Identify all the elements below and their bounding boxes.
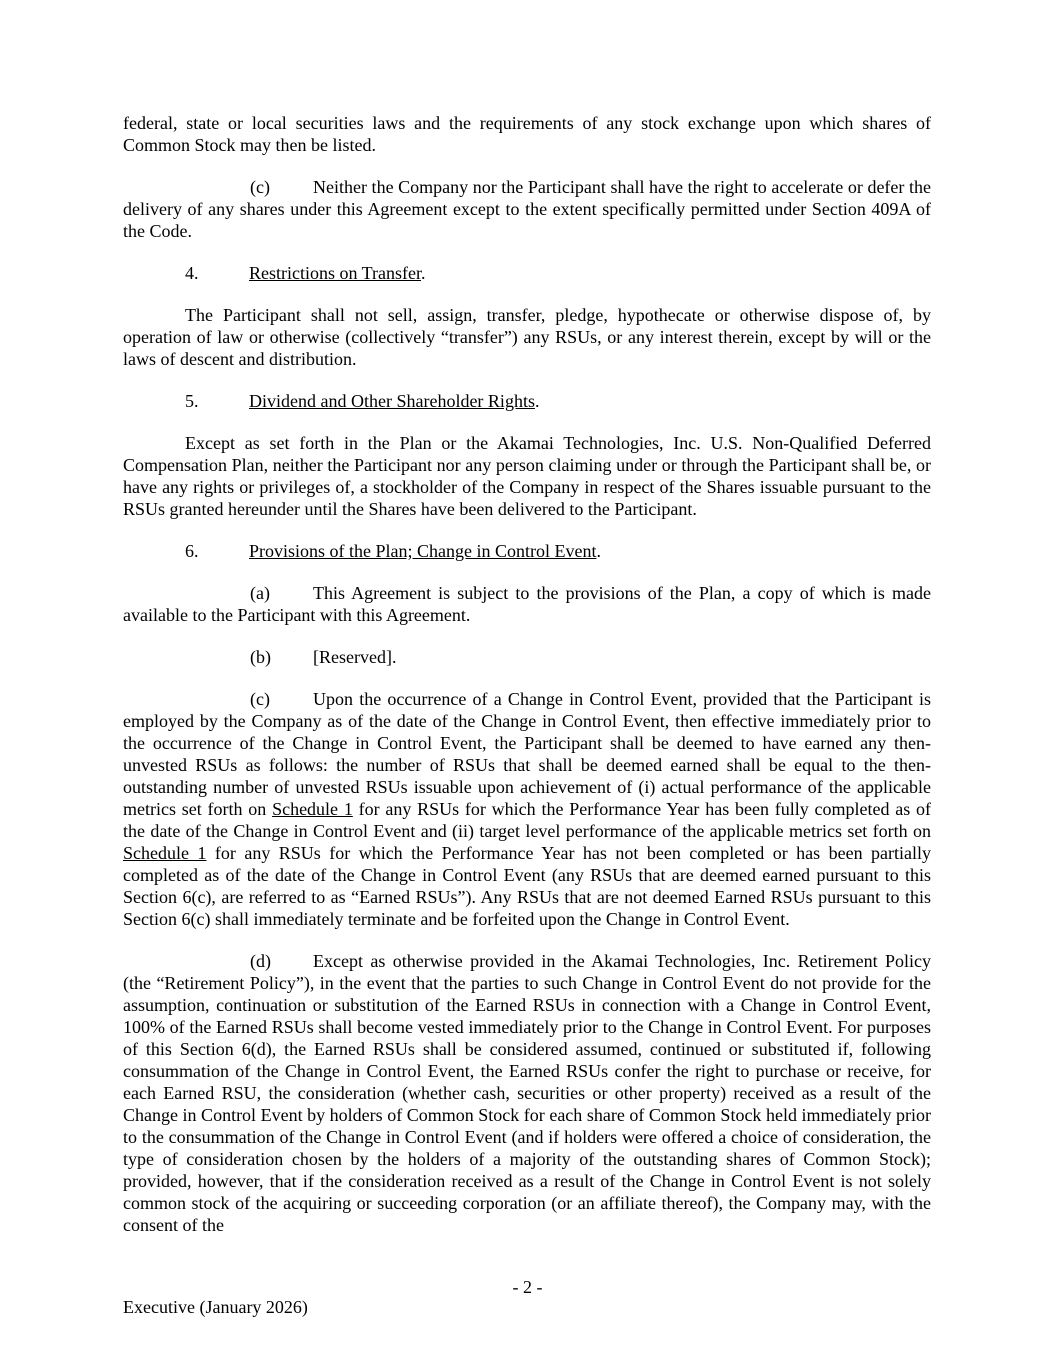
- clause-6d-paragraph: [123, 950, 931, 1236]
- clause-label: (a): [250, 583, 270, 603]
- clause-text-part: Upon the occurrence of a Change in Control Event, provided that the Participant is employed by the Company as of the date of the Change in Control Event, then effective immediately prior to the occurrence of the Change in Control Event, the Participant shall be deemed to have earned any then-unvested RSUs as follows: the number of RSUs that shall be deemed earned shall be equal to the then-outstanding number of unvested RSUs issuable upon achievement of (i) actual performance of the applicable metrics set forth on: [123, 689, 931, 819]
- section-5-heading: [123, 390, 931, 412]
- clause-text: Except as otherwise provided in the Akamai Technologies, Inc. Retirement Policy (the “Retirement Policy”), in the event that the parties to such Change in Control Event do not provide for the assumption, continuation or substitution of the Earned RSUs in connection with a Change in Control Event, 100% of the Earned RSUs shall become vested immediately prior to the Change in Control Event. For purposes of this Section 6(d), the Earned RSUs shall be considered assumed, continued or substituted if, following consummation of the Change in Control Event, the Earned RSUs confer the right to purchase or receive, for each Earned RSU, the consideration (whether cash, securities or other property) received as a result of the Change in Control Event by holders of Common Stock for each share of Common Stock held immediately prior to the consummation of the Change in Control Event (and if holders were offered a choice of consideration, the type of consideration chosen by the holders of a majority of the outstanding shares of Common Stock); provided, however, that if the consideration received as a result of the Change in Control Event is not solely common stock of the acquiring or succeeding corporation (or an affiliate thereof), the Company may, with the consent of the: [123, 951, 931, 1235]
- section-5-body-paragraph: Except as set forth in the Plan or the Akamai Technologies, Inc. U.S. Non-Qualified Deferred Compensation Plan, neither the Participant nor any person claiming under or through the Participant shall be, or have any rights or privileges of, a stockholder of the Company in respect of the Shares issuable pursuant to the RSUs granted hereunder until the Shares have been delivered to the Participant.: [123, 433, 931, 519]
- clause-label: (c): [250, 177, 270, 197]
- clause-text: Neither the Company nor the Participant shall have the right to accelerate or defer the delivery of any shares under this Agreement except to the extent specifically permitted under Section 409A of the Code.: [123, 177, 931, 241]
- clause-text-part: for any RSUs for which the Performance Year has not been completed or has been partially completed as of the date of the Change in Control Event (any RSUs that are deemed earned pursuant to this Section 6(c), are referred to as “Earned RSUs”). Any RSUs that are not deemed Earned RSUs pursuant to this Section 6(c) shall immediately terminate and be forfeited upon the Change in Control Event.: [123, 843, 931, 929]
- section-title: Dividend and Other Shareholder Rights: [249, 391, 535, 411]
- schedule-1-reference: Schedule 1: [123, 843, 207, 863]
- clause-c-409a-paragraph: [123, 176, 931, 242]
- footer-document-note: Executive (January 2026): [123, 1297, 308, 1317]
- document-body: [123, 112, 931, 1256]
- clause-label: (d): [250, 951, 271, 971]
- section-title-period: .: [596, 541, 601, 561]
- clause-label: (b): [250, 647, 271, 667]
- section-title: Provisions of the Plan; Change in Control Event: [249, 541, 597, 561]
- section-number: 4.: [185, 263, 199, 283]
- clause-text: [Reserved].: [313, 647, 397, 667]
- section-title-period: .: [534, 391, 540, 411]
- clause-6c-paragraph: [123, 688, 931, 930]
- clause-label: (c): [250, 689, 270, 709]
- section-number: 5.: [185, 391, 199, 411]
- section-4-body-paragraph: The Participant shall not sell, assign, transfer, pledge, hypothecate or otherwise dispose of, by operation of law or otherwise (collectively “transfer”) any RSUs, or any interest therein, except by will or the laws of descent and distribution.: [123, 305, 931, 369]
- page-number: - 2 -: [512, 1277, 543, 1297]
- clause-text: This Agreement is subject to the provisions of the Plan, a copy of which is made available to the Participant with this Agreement.: [123, 583, 931, 625]
- clause-text-part: for any RSUs for which the Performance Year has been fully completed as of the date of the Change in Control Event and (ii) target level performance of the applicable metrics set forth on: [123, 799, 931, 841]
- clause-6b-paragraph: [123, 646, 931, 668]
- section-4-heading: [123, 262, 931, 284]
- clause-6a-paragraph: [123, 582, 931, 626]
- section-title: Restrictions on Transfer: [249, 263, 422, 283]
- section-title-period: .: [421, 263, 426, 283]
- continuation-paragraph: federal, state or local securities laws and the requirements of any stock exchange upon which shares of Common Stock may then be listed.: [123, 113, 931, 155]
- section-number: 6.: [185, 541, 199, 561]
- section-6-heading: [123, 540, 931, 562]
- schedule-1-reference: Schedule 1: [272, 799, 353, 819]
